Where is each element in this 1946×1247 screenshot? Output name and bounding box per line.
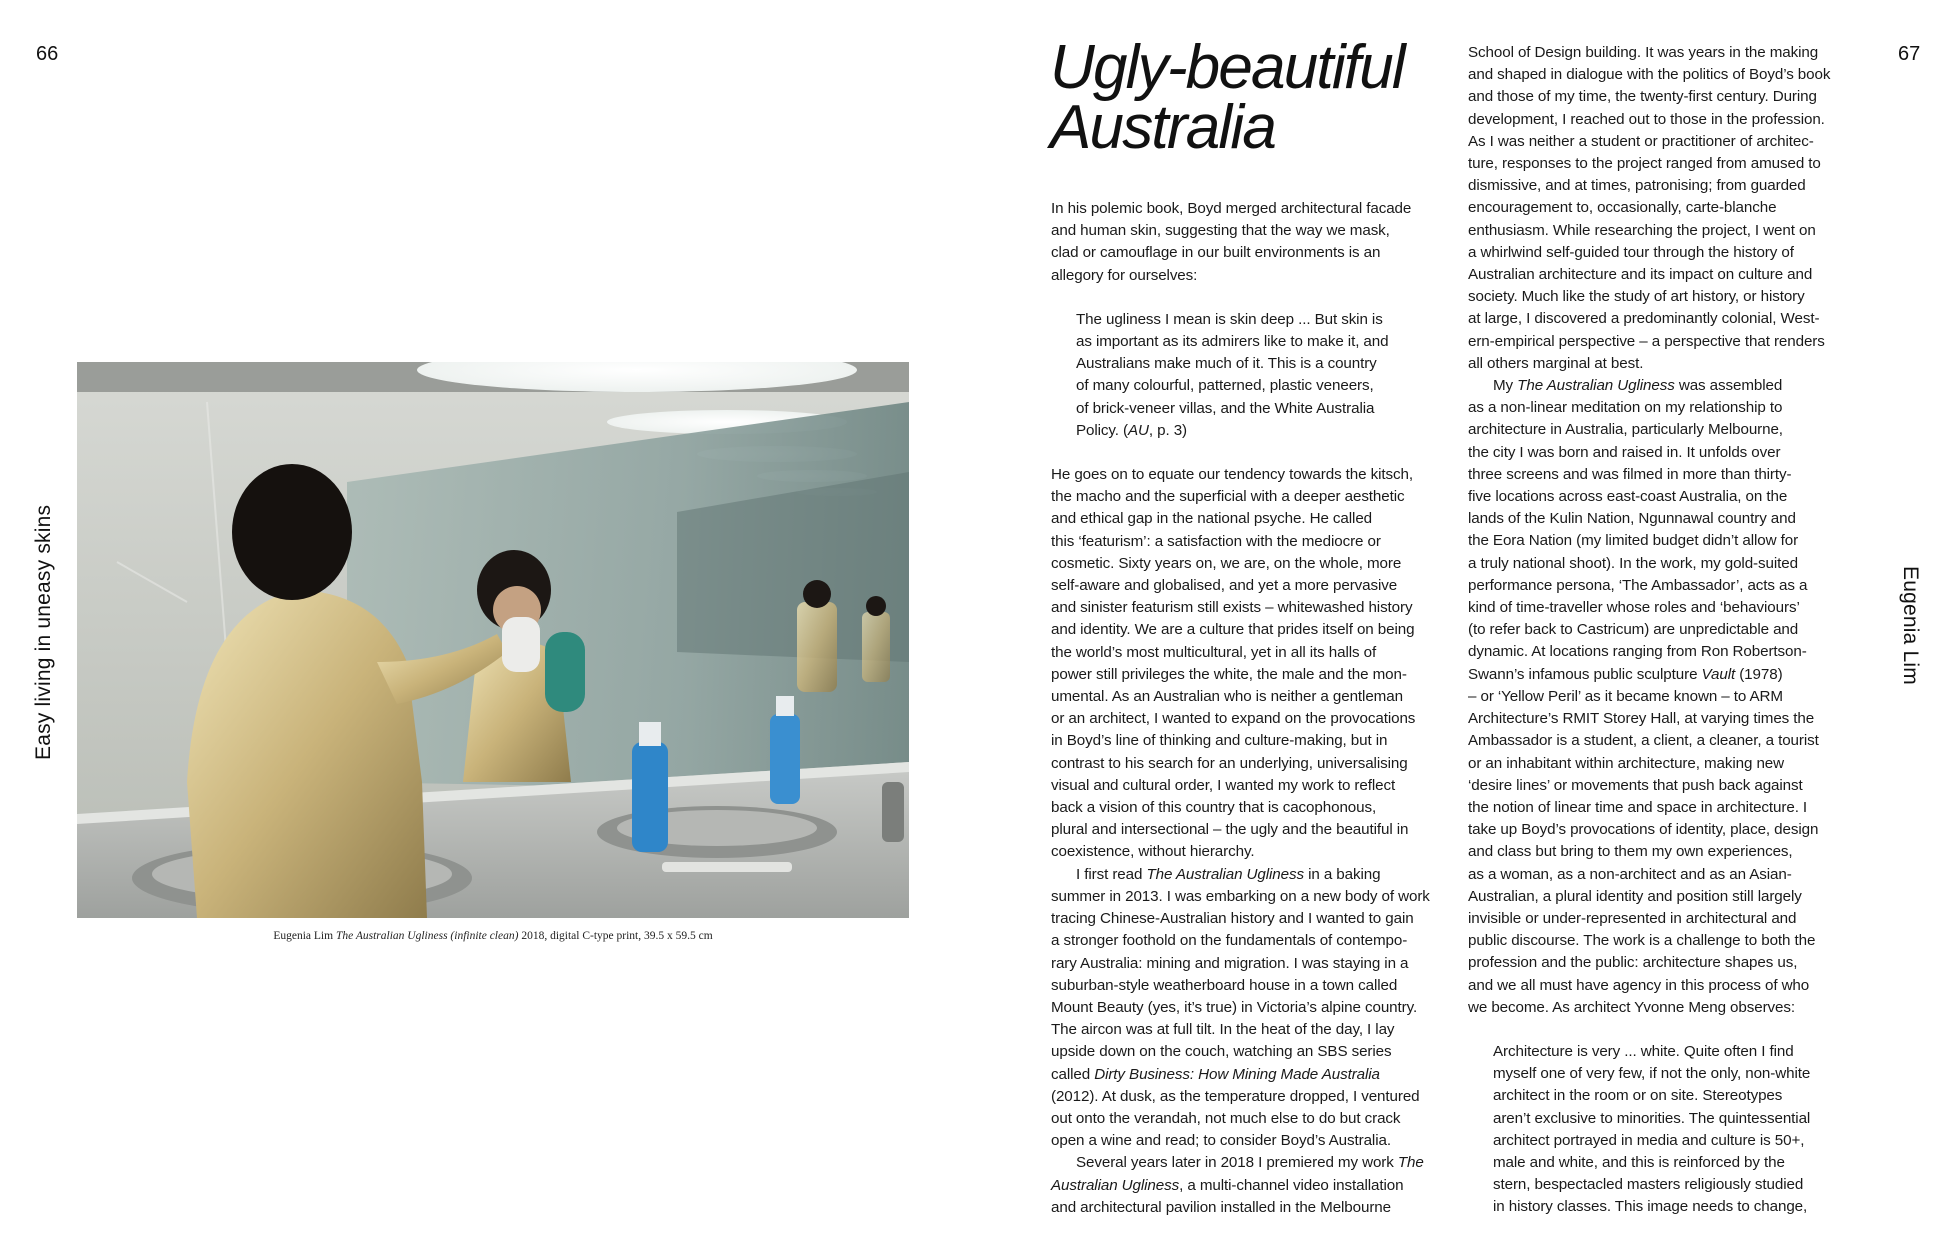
text-line: the city I was born and raised in. It unfolds over bbox=[1468, 443, 1781, 461]
text-line: invisible or under-represented in architectural and bbox=[1468, 909, 1797, 927]
text-line: architect portrayed in media and culture is 50+, bbox=[1493, 1131, 1805, 1149]
text-line: and we all must have agency in this process of who bbox=[1468, 976, 1810, 994]
text-line bbox=[1051, 864, 1449, 886]
text-line: profession and the public: architecture shapes us, bbox=[1468, 954, 1798, 972]
text-run-italic: Vault bbox=[1701, 665, 1736, 683]
text-line bbox=[1051, 1152, 1449, 1174]
text-line: development, I reached out to those in the profession. bbox=[1468, 110, 1825, 128]
text-line: plural and intersectional – the ugly and the beautiful in bbox=[1051, 821, 1409, 839]
text-line: coexistence, without hierarchy. bbox=[1051, 843, 1255, 861]
text-line: rary Australia: mining and migration. I was staying in a bbox=[1051, 954, 1409, 972]
text-run: , a multi-channel video installation bbox=[1179, 1176, 1404, 1194]
text-line: the macho and the superficial with a deeper aesthetic bbox=[1051, 488, 1405, 506]
text-line: aren’t exclusive to minorities. The quintessential bbox=[1493, 1109, 1811, 1127]
text-line: society. Much like the study of art history, or history bbox=[1468, 288, 1805, 306]
text-line: Australians make much of it. This is a country bbox=[1076, 355, 1377, 373]
text-line: dynamic. At locations ranging from Ron Robertson- bbox=[1468, 643, 1807, 661]
text-run-italic: The Australian Ugliness bbox=[1146, 865, 1304, 883]
text-line: (to refer back to Castricum) are unpredictable and bbox=[1468, 621, 1799, 639]
text-line: contrast to his search for an underlying, universalising bbox=[1051, 754, 1408, 772]
text-line: out onto the verandah, not much else to do but crack bbox=[1051, 1109, 1401, 1127]
text-line: as a woman, as a non-architect and as an Asian- bbox=[1468, 865, 1792, 883]
text-line: architect in the room or on site. Stereotypes bbox=[1493, 1087, 1783, 1105]
paragraph bbox=[1468, 375, 1868, 1019]
text-line: and class but bring to them my own experiences, bbox=[1468, 843, 1793, 861]
text-column-right bbox=[1468, 42, 1868, 1219]
text-line: a stronger foothold on the fundamentals of contempo- bbox=[1051, 932, 1408, 950]
text-line: Architecture is very ... white. Quite often I find bbox=[1493, 1042, 1794, 1060]
text-line: male and white, and this is reinforced by the bbox=[1493, 1153, 1785, 1171]
text-run: was assembled bbox=[1674, 377, 1783, 395]
page-number-right: 67 bbox=[1898, 43, 1921, 65]
caption-artist: Eugenia Lim bbox=[273, 930, 334, 942]
running-head-right: Eugenia Lim bbox=[1899, 566, 1922, 685]
text-line: kind of time-traveller whose roles and ‘behaviours’ bbox=[1468, 599, 1800, 617]
paragraph bbox=[1051, 1152, 1449, 1219]
text-line: and architectural pavilion installed in the Melbourne bbox=[1051, 1198, 1392, 1216]
text-line: of many colourful, patterned, plastic veneers, bbox=[1076, 377, 1374, 395]
text-line: as a non-linear meditation on my relationship to bbox=[1468, 399, 1783, 417]
text-run-italic: AU bbox=[1127, 421, 1149, 439]
text-line: visual and cultural order, I wanted my work to reflect bbox=[1051, 776, 1396, 794]
text-line: (2012). At dusk, as the temperature dropped, I ventured bbox=[1051, 1087, 1420, 1105]
text-line: clad or camouflage in our built environments is an bbox=[1051, 244, 1381, 262]
text-line: the Eora Nation (my limited budget didn’t allow for bbox=[1468, 532, 1799, 550]
text-line: Australian, a plural identity and position still largely bbox=[1468, 887, 1802, 905]
article-title bbox=[1050, 33, 1404, 162]
text-line: and identity. We are a culture that prides itself on being bbox=[1051, 621, 1415, 639]
text-line: summer in 2013. I was embarking on a new body of work bbox=[1051, 887, 1430, 905]
text-line: architecture in Australia, particularly Melbourne, bbox=[1468, 421, 1783, 439]
text-line: In his polemic book, Boyd merged architectural facade bbox=[1051, 200, 1412, 217]
text-line: upside down on the couch, watching an SBS series bbox=[1051, 1043, 1392, 1061]
photo-illustration bbox=[77, 362, 909, 918]
text-line: ern-empirical perspective – a perspective that renders bbox=[1468, 332, 1825, 350]
text-line bbox=[1076, 420, 1449, 442]
text-line: and sinister featurism still exists – whitewashed history bbox=[1051, 599, 1413, 617]
artwork-photo bbox=[77, 362, 909, 918]
text-line: back a vision of this country that is cacophonous, bbox=[1051, 799, 1377, 817]
text-line: Australian architecture and its impact on culture and bbox=[1468, 266, 1813, 284]
text-line: in Boyd’s line of thinking and culture-making, but in bbox=[1051, 732, 1388, 750]
text-line: take up Boyd’s provocations of identity, place, design bbox=[1468, 821, 1819, 839]
text-line: in history classes. This image needs to change, bbox=[1493, 1198, 1808, 1216]
text-line: ture, responses to the project ranged from amused to bbox=[1468, 155, 1821, 173]
text-line bbox=[1051, 1064, 1449, 1086]
article-title-line-1: Ugly-beautiful bbox=[1050, 33, 1404, 102]
text-line bbox=[1468, 375, 1868, 397]
text-line: – or ‘Yellow Peril’ as it became known – to ARM bbox=[1468, 687, 1783, 705]
text-line: of brick-veneer villas, and the White Australia bbox=[1076, 399, 1375, 417]
text-line: Architecture’s RMIT Storey Hall, at varying times the bbox=[1468, 710, 1815, 728]
text-run-italic: Dirty Business: How Mining Made Australia bbox=[1094, 1065, 1380, 1083]
text-line: three screens and was filmed in more than thirty- bbox=[1468, 465, 1792, 483]
paragraph bbox=[1051, 198, 1449, 287]
text-run-italic: The Australian Ugliness bbox=[1517, 377, 1675, 395]
text-line: public discourse. The work is a challenge to both the bbox=[1468, 932, 1816, 950]
text-line: or an architect, I wanted to expand on the provocations bbox=[1051, 710, 1416, 728]
text-line: As I was neither a student or practitioner of architec- bbox=[1468, 132, 1814, 150]
text-line: the world’s most multicultural, yet in all its halls of bbox=[1051, 643, 1377, 661]
text-line: cosmetic. Sixty years on, we are, on the whole, more bbox=[1051, 554, 1402, 572]
text-run-italic: The bbox=[1397, 1154, 1424, 1172]
text-line bbox=[1468, 664, 1868, 686]
text-line: dismissive, and at times, patronising; from guarded bbox=[1468, 177, 1806, 195]
text-line: School of Design building. It was years in the making bbox=[1468, 44, 1819, 61]
block-quote bbox=[1051, 309, 1449, 442]
text-line: tracing Chinese-Australian history and I wanted to gain bbox=[1051, 910, 1414, 928]
text-run: Several years later in 2018 I premiered my work bbox=[1076, 1154, 1398, 1172]
text-line: the notion of linear time and space in architecture. I bbox=[1468, 798, 1808, 816]
text-line: power still privileges the white, the male and the mon- bbox=[1051, 665, 1407, 683]
text-line: Ambassador is a student, a client, a cleaner, a tourist bbox=[1468, 732, 1819, 750]
text-line: and shaped in dialogue with the politics of Boyd’s book bbox=[1468, 66, 1831, 84]
paragraph bbox=[1051, 464, 1449, 864]
text-line: open a wine and read; to consider Boyd’s Australia. bbox=[1051, 1132, 1391, 1150]
text-run-italic: Australian Ugliness bbox=[1051, 1176, 1180, 1194]
text-line: performance persona, ‘The Ambassador’, acts as a bbox=[1468, 576, 1808, 594]
running-head-left: Easy living in uneasy skins bbox=[32, 504, 55, 760]
caption-title: The Australian Ugliness (infinite clean) bbox=[335, 930, 519, 942]
text-line: all others marginal at best. bbox=[1468, 354, 1644, 372]
figure-caption bbox=[77, 930, 909, 942]
text-line: suburban-style weatherboard house in a town called bbox=[1051, 976, 1398, 994]
text-line: The aircon was at full tilt. In the heat of the day, I lay bbox=[1051, 1021, 1395, 1039]
text-line: Mount Beauty (yes, it’s true) in Victoria’s alpine country. bbox=[1051, 998, 1418, 1016]
text-line: umental. As an Australian who is neither a gentleman bbox=[1051, 688, 1403, 706]
text-line: The ugliness I mean is skin deep ... But skin is bbox=[1076, 310, 1383, 328]
paragraph bbox=[1468, 42, 1868, 375]
text-line: a whirlwind self-guided tour through the history of bbox=[1468, 243, 1794, 261]
text-line: or an inhabitant within architecture, making new bbox=[1468, 754, 1784, 772]
text-run: I first read bbox=[1076, 865, 1147, 883]
text-line: enthusiasm. While researching the project, I went on bbox=[1468, 221, 1816, 239]
text-line: and human skin, suggesting that the way we mask, bbox=[1051, 222, 1390, 240]
text-line bbox=[1051, 1175, 1449, 1197]
text-column-left bbox=[1051, 198, 1449, 1219]
text-line: self-aware and globalised, and yet a more pervasive bbox=[1051, 577, 1398, 595]
article-title-line-2: Australia bbox=[1050, 93, 1276, 162]
text-run: (1978) bbox=[1735, 665, 1783, 683]
text-run: , p. 3) bbox=[1148, 421, 1188, 439]
text-line: ‘desire lines’ or movements that push back against bbox=[1468, 776, 1803, 794]
text-line: this ‘featurism’: a satisfaction with the mediocre or bbox=[1051, 532, 1381, 550]
text-line: allegory for ourselves: bbox=[1051, 266, 1198, 284]
text-line: a truly national shoot). In the work, my gold-suited bbox=[1468, 554, 1798, 572]
text-line: we become. As architect Yvonne Meng observes: bbox=[1468, 998, 1795, 1016]
text-run: Swann’s infamous public sculpture bbox=[1468, 665, 1702, 683]
text-run: Policy. ( bbox=[1076, 421, 1128, 439]
text-line: five locations across east-coast Australia, on the bbox=[1468, 488, 1788, 506]
text-run: called bbox=[1051, 1065, 1095, 1083]
text-line: encouragement to, occasionally, carte-blanche bbox=[1468, 199, 1777, 217]
text-run: My bbox=[1493, 377, 1518, 395]
text-line: at large, I discovered a predominantly colonial, West- bbox=[1468, 310, 1820, 328]
text-line: and those of my time, the twenty-first century. During bbox=[1468, 88, 1817, 106]
text-line: stern, bespectacled masters religiously studied bbox=[1493, 1176, 1804, 1194]
text-line: lands of the Kulin Nation, Ngunnawal country and bbox=[1468, 510, 1796, 528]
text-line: and ethical gap in the national psyche. He called bbox=[1051, 510, 1373, 528]
page-number-left: 66 bbox=[36, 43, 59, 65]
caption-details: 2018, digital C-type print, 39.5 x 59.5 cm bbox=[521, 930, 713, 942]
text-run: in a baking bbox=[1303, 865, 1381, 883]
text-line: myself one of very few, if not the only, non-white bbox=[1493, 1065, 1811, 1083]
paragraph bbox=[1051, 864, 1449, 1153]
text-line: as important as its admirers like to make it, and bbox=[1076, 333, 1389, 351]
block-quote bbox=[1468, 1041, 1868, 1219]
text-line: He goes on to equate our tendency towards the kitsch, bbox=[1051, 466, 1413, 484]
